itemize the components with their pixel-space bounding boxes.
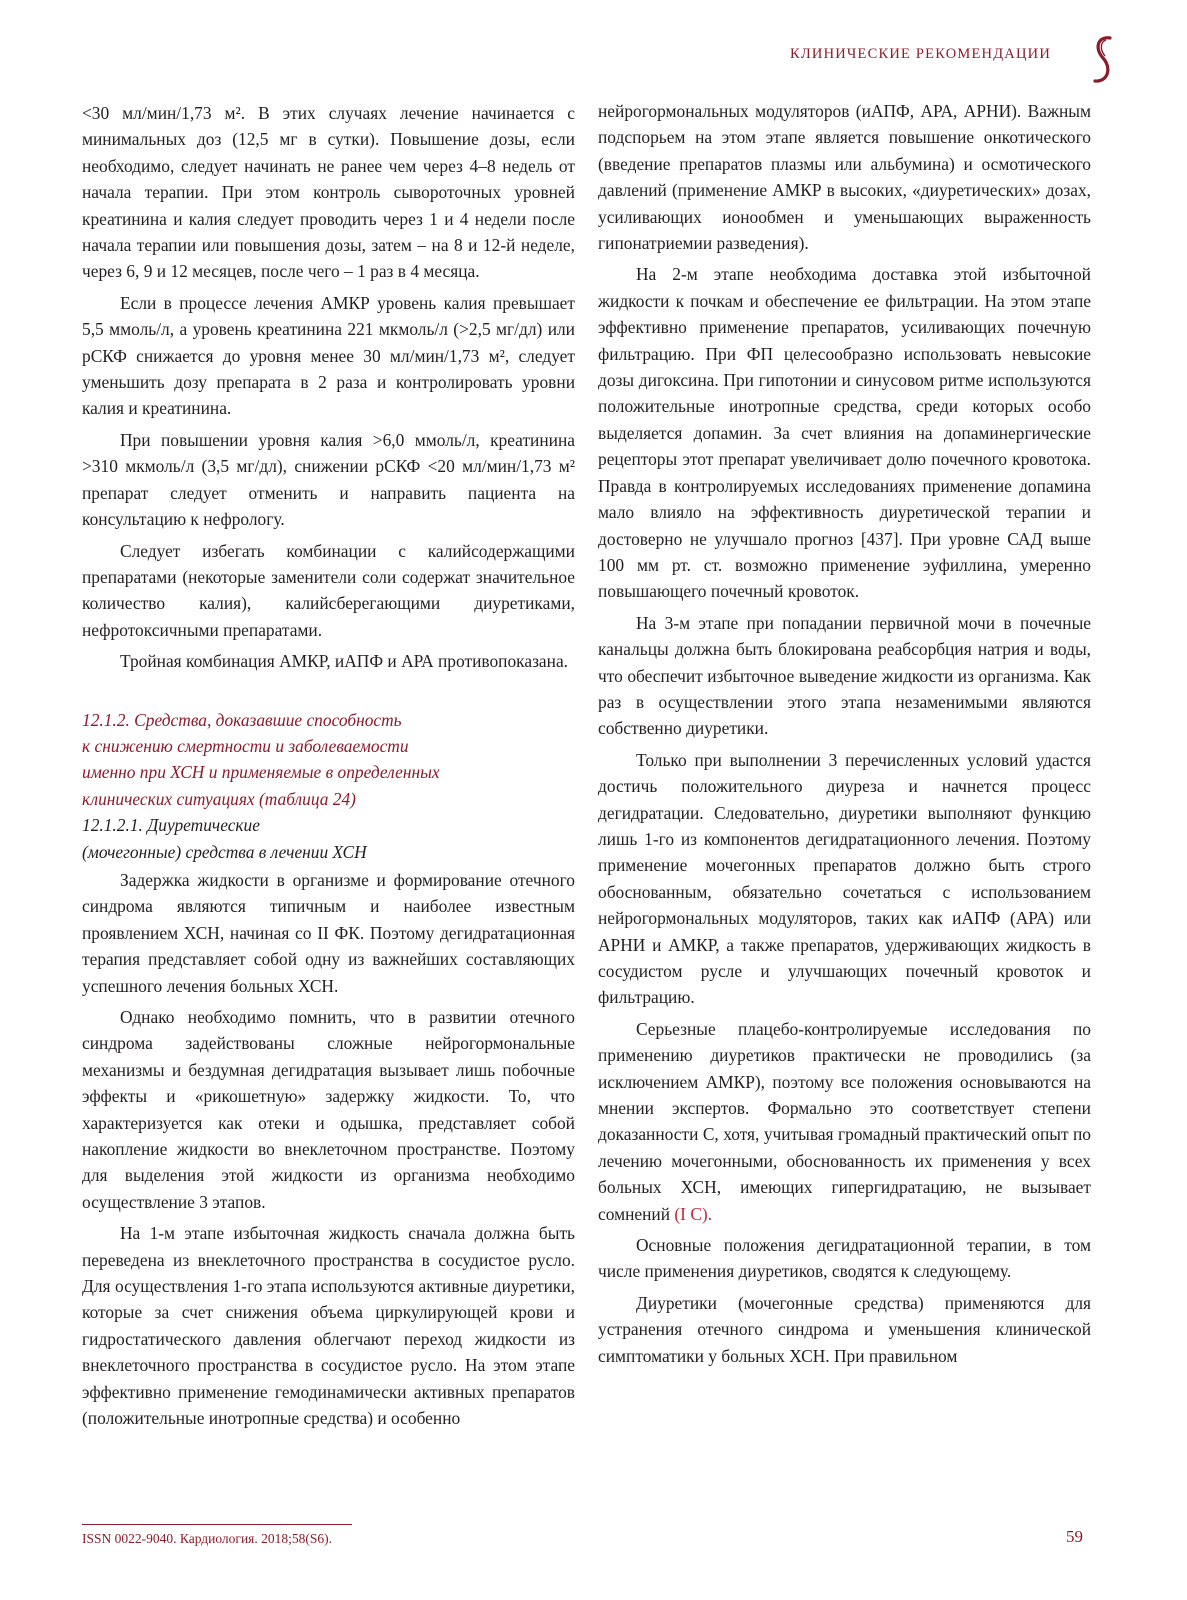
subsection-heading-line: 12.1.2.1. Диуретические (82, 815, 260, 836)
paragraph: Следует избегать комбинации с калийсодержащими препаратами (некоторые заменители соли содержат значительное количество калия), калийсберегающими диуретиками, нефротоксичными препаратами. (82, 540, 575, 640)
subsection-heading (82, 812, 575, 865)
paragraph: На 1-м этапе избыточная жидкость сначала должна быть переведена из внеклеточного пространства в сосудистое русло. Для осуществления 1-го этапа используются активные диуретики, которые за счет снижения объема циркулирующей крови и гидростатического давления облегчают переход жидкости из внеклеточного пространства в сосудистое русло. На этом этапе эффективно применение гемодинамически активных препаратов (положительные инотропные средства) и особенно (82, 1223, 575, 1429)
footer-divider (82, 1524, 352, 1525)
evidence-level-badge: (I C). (674, 1203, 713, 1224)
paragraph: Тройная комбинация АМКР, иАПФ и АРА противопоказана. (120, 651, 569, 672)
page-number: 59 (1066, 1527, 1083, 1546)
paragraph: Диуретики (мочегонные средства) применяются для устранения отечного синдрома и уменьшения клинической симптоматики у больных ХСН. При правильном (598, 1292, 1091, 1366)
running-title: КЛИНИЧЕСКИЕ РЕКОМЕНДАЦИИ (790, 46, 1051, 62)
section-heading-line: клинических ситуациях (таблица 24) (82, 788, 356, 809)
stylized-s-logo-icon (1088, 34, 1118, 86)
paragraph: <30 мл/мин/1,73 м². В этих случаях лечение начинается с минимальных доз (12,5 мг в сутки). Повышение дозы, если необходимо, следует начинать не ранее чем через 4–8 недель от начала терапии. При этом контроль сывороточных уровней креатинина и калия следует проводить через 1 и 4 недели после начала терапии или повышения дозы, затем – на 8 и 12-й неделе, через 6, 9 и 12 месяцев, после чего – 1 раз в 4 месяца. (82, 103, 575, 282)
paragraph: Основные положения дегидратационной терапии, в том числе применения диуретиков, сводятся к следующему. (598, 1235, 1091, 1282)
paragraph: На 3-м этапе при попадании первичной мочи в почечные канальцы должна быть блокирована реабсорбция натрия и воды, что обеспечит избыточное выведение жидкости из организма. Как раз в осуществлении этого этапа незаменимыми являются собственно диуретики. (598, 612, 1091, 739)
journal-citation: ISSN 0022-9040. Кардиология. 2018;58(S6). (82, 1531, 333, 1546)
section-heading (82, 707, 575, 813)
left-column (82, 100, 575, 1437)
paragraph: нейрогормональных модуляторов (иАПФ, АРА, АРНИ). Важным подспорьем на этом этапе является повышение онкотического (введение препаратов плазмы или альбумина) и осмотического давлений (применение АМКР в высоких, «диуретических» дозах, усиливающих ионообмен и уменьшающих выраженность гипонатриемии разведения). (598, 101, 1091, 254)
paragraph (598, 1016, 1091, 1227)
section-heading-line: к снижению смертности и заболеваемости (82, 735, 409, 756)
right-column (598, 98, 1091, 1374)
section-heading-line: именно при ХСН и применяемые в определенных (82, 762, 440, 783)
section-heading-line: 12.1.2. Средства, доказавшие способность (82, 709, 402, 730)
paragraph: Если в процессе лечения АМКР уровень калия превышает 5,5 ммоль/л, а уровень креатинина 221 мкмоль/л (>2,5 мг/дл) или рСКФ снижается до уровня менее 30 мл/мин/1,73 м², следует уменьшить дозу препарата в 2 раза и контролировать уровни калия и креатинина. (82, 292, 575, 419)
paragraph-text: Серьезные плацебо-контролируемые исследования по применению диуретиков практически не проводились (за исключением АМКР), поэтому все положения основываются на мнении экспертов. Формально это соответствует степени доказанности С, хотя, учитывая громадный практический опыт по лечению мочегонными, обоснованность их применения у всех больных ХСН, имеющих гипергидратацию, не вызывает сомнений (598, 1018, 1091, 1224)
paragraph: Однако необходимо помнить, что в развитии отечного синдрома задействованы сложные нейрогормональные механизмы и бездумная дегидратация вызывает лишь побочные эффекты и «рикошетную» задержку жидкости. То, что характеризуется как отеки и одышка, представляет собой накопление жидкости во внеклеточном пространстве. Поэтому для выделения этой жидкости из организма необходимо осуществление 3 этапов. (82, 1007, 575, 1212)
paragraph: На 2-м этапе необходима доставка этой избыточной жидкости к почкам и обеспечение ее фильтрации. На этом этапе эффективно применение препаратов, усиливающих почечную фильтрацию. При ФП целесообразно использовать невысокие дозы дигоксина. При гипотонии и синусовом ритме используются положительные инотропные средства, среди которых особо выделяется допамин. За счет влияния на допаминергические рецепторы этот препарат увеличивает долю почечного кровотока. Правда в контролируемых исследованиях применение допамина мало влияло на эффективность диуретической терапии и достоверно не улучшало прогноз [437]. При уровне САД выше 100 мм рт. ст. возможно применение эуфиллина, умеренно повышающего почечный кровоток. (598, 264, 1091, 602)
paragraph: Только при выполнении 3 перечисленных условий удастся достичь положительного диуреза и начнется процесс дегидратации. Следовательно, диуретики выполняют функцию лишь 1-го из компонентов дегидратационного лечения. Поэтому применение мочегонных препаратов должно быть строго обоснованным, обязательно сочетаться с использованием нейрогормональных модуляторов, таких как иАПФ (АРА) или АРНИ и АМКР, а также препаратов, удерживающих жидкость в сосудистом русле и улучшающих почечный кровоток и фильтрацию. (598, 749, 1091, 1008)
paragraph: Задержка жидкости в организме и формирование отечного синдрома являются типичным и наиболее известным проявлением ХСН, начиная со II ФК. Поэтому дегидратационная терапия представляет собой одну из важнейших составляющих успешного лечения больных ХСН. (82, 869, 575, 996)
subsection-heading-line: (мочегонные) средства в лечении ХСН (82, 841, 367, 862)
paragraph: При повышении уровня калия >6,0 ммоль/л, креатинина >310 мкмоль/л (3,5 мг/дл), снижении рСКФ <20 мл/мин/1,73 м² препарат следует отменить и направить пациента на консультацию к нефрологу. (82, 429, 575, 530)
